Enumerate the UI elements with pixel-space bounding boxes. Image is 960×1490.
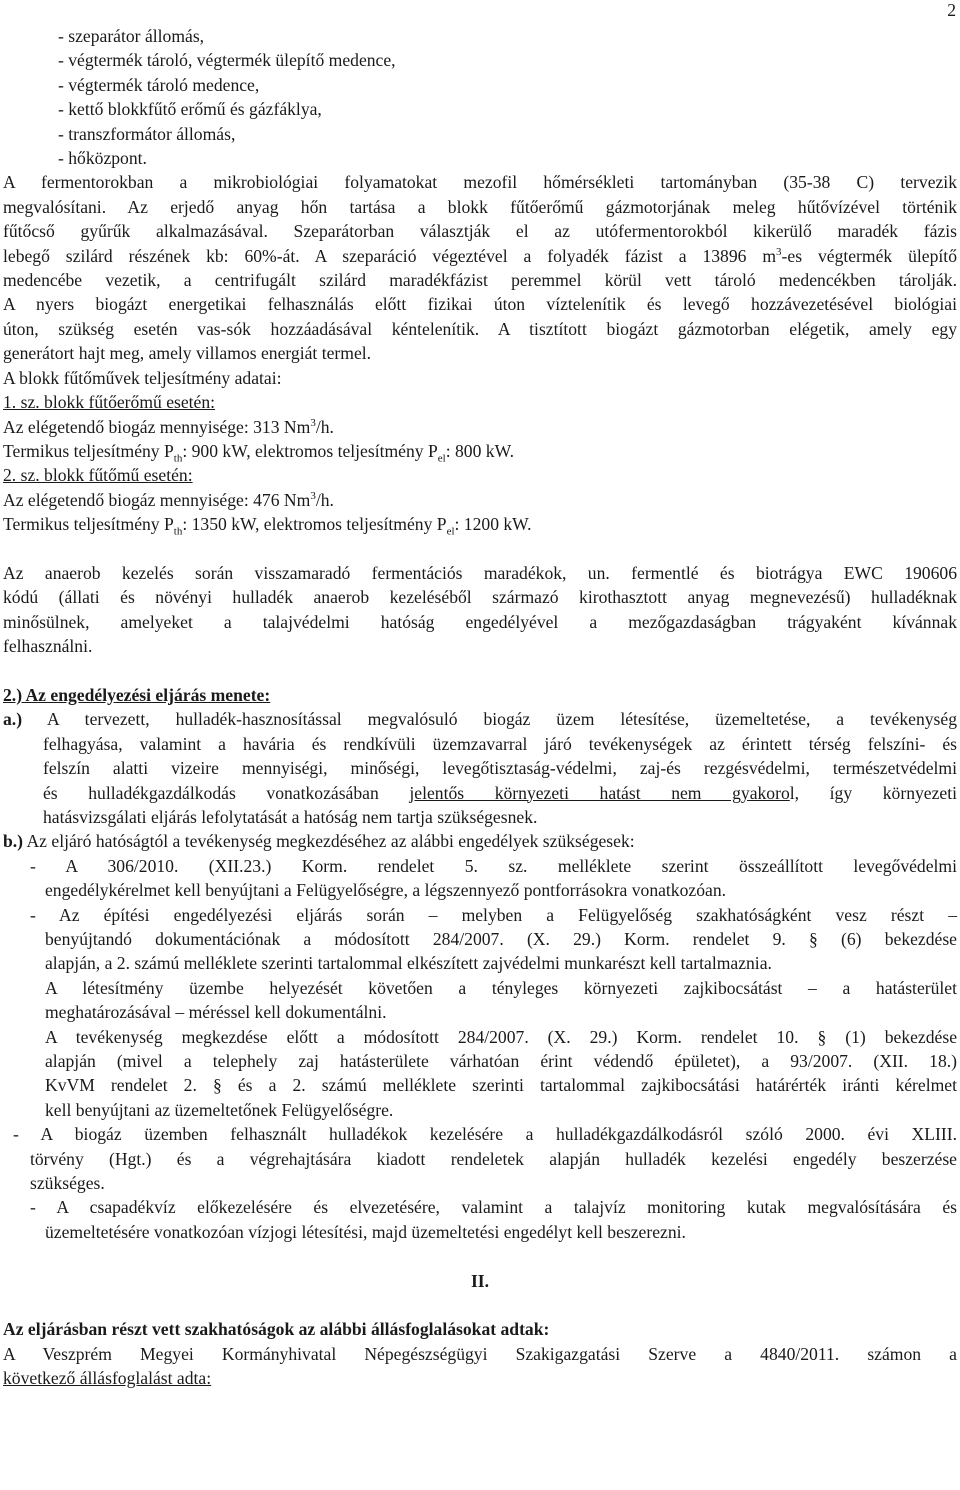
text-line: üzemeltetésére vonatkozóan vízjogi létesítési, majd üzemeltetési engedélyt kell beszerezni. — [45, 1221, 686, 1242]
blocks-heading: A blokk fűtőművek teljesítmény adatai: — [3, 367, 282, 388]
page-content — [3, 24, 957, 1391]
list-item: - szeparátor állomás, — [58, 26, 205, 46]
block-1 — [3, 390, 957, 463]
text-line: - A biogáz üzemben felhasznált hulladékok kezelésére a hulladékgazdálkodásról szóló 2000. évi XLIII. — [13, 1124, 957, 1145]
permit-item-water — [3, 1195, 957, 1244]
list-item: - végtermék tároló medence, — [58, 74, 260, 95]
text-line: A létesítmény üzembe helyezését követően a tényleges környezeti zajkibocsátást – a hatásterület — [45, 977, 957, 998]
text-line: alapján (mivel a telephely zaj hatásterülete várhatóan érint védendő épületet), a 93/2007. (XII. 18.) — [45, 1051, 957, 1072]
text-line: felszín alatti vizeire mennyiségi, minőségi, levegőtisztaság-védelmi, zaj-és rezgésvédelmi, természetvédelmi — [43, 758, 957, 779]
text-line: Az anaerob kezelés során visszamaradó fermentációs maradékok, un. fermentlé és biotrágya EWC 190606 — [3, 562, 957, 583]
text-line: fűtőcső gyűrűk alkalmazásával. Szeparátorban választják el az utófermentorokból kikerülő maradék fázis — [3, 221, 957, 242]
text-line: következő állásfoglalást adta: — [3, 1368, 212, 1389]
text-line: hatásvizsgálati eljárás lefolytatását a hatóság nem tartja szükségesnek. — [43, 806, 538, 827]
text-fragment: lebegő szilárd részének kb: 60%-át. A szeparáció végeztével a folyadék fázist a 13896 m — [3, 245, 777, 266]
text-fragment: -es végtermék ülepítő — [781, 245, 957, 266]
list-item: - végtermék tároló, végtermék ülepítő medence, — [58, 50, 396, 71]
text-line: törvény (Hgt.) és a végrehajtására kiadott rendeletek alapján hulladék kezelési engedély beszerzése — [30, 1148, 957, 1169]
subscript: th — [173, 452, 183, 465]
text-line: meghatározásával – méréssel kell dokumentálni. — [45, 1002, 387, 1023]
permit-item-noise — [3, 903, 957, 1123]
underlined-phrase: jelentős környezeti hatást nem gyakoro — [409, 782, 790, 803]
text-line: - A 306/2010. (XII.23.) Korm. rendelet 5. sz. melléklete szerint összeállított levegővédelmi — [30, 855, 957, 876]
text-line: A fermentorokban a mikrobiológiai folyamatokat mezofil hőmérsékleti tartományban (35-38 C) tervezik — [3, 172, 957, 193]
text-line — [3, 244, 957, 268]
text-line: kódú (állati és növényi hulladék anaerob kezeléséből származó kirothasztott anyag megnevezésű) hulladéknak — [3, 587, 957, 608]
authorities-heading: Az eljárásban részt vett szakhatóságok az alábbi állásfoglalásokat adtak: — [3, 1319, 550, 1340]
text-line: kell benyújtani az üzemeltetőnek Felügyelőségre. — [45, 1099, 394, 1120]
text-line: A nyers biogázt energetikai felhasználás előtt fizikai úton víztelenítik és levegő hozzávezetésével biológiai — [3, 294, 957, 315]
block-title: 2. sz. blokk fűtőmű esetén: — [3, 465, 193, 486]
list-item: - hőközpont. — [58, 148, 147, 169]
text-line: minősülnek, amelyeket a talajvédelmi hatóság engedélyével a mezőgazdaságban trágyaként kívánnak — [3, 611, 957, 632]
text-line: benyújtandó dokumentációnak a módosított 284/2007. (X. 29.) Korm. rendelet 9. § (6) bekezdése — [45, 929, 957, 949]
text-line: engedélykérelmet kell benyújtani a Felügyelőségre, a légszennyező pontforrásokra vonatkozóan. — [45, 880, 727, 901]
list-item: - transzformátor állomás, — [58, 123, 236, 144]
list-item: - kettő blokkfűtő erőmű és gázfáklya, — [58, 99, 322, 120]
fermentation-paragraph — [3, 170, 957, 365]
permit-item-waste — [3, 1122, 957, 1195]
section-2-title: 2.) Az engedélyezési eljárás menete: — [3, 684, 271, 705]
superscript: 3 — [310, 416, 316, 429]
subscript: el — [437, 452, 446, 465]
text-line: a.) A tervezett, hulladék-hasznosítással megvalósuló biogáz üzem létesítése, üzemeltetése, a tevékenység — [3, 709, 957, 730]
text-line: medencébe vezetik, a centrifugált szilárd maradékfázist peremmel körül vett tároló medencékben tárolják. — [3, 270, 957, 291]
text-line: b.) Az eljáró hatóságtól a tevékenység megkezdéséhez az alábbi engedélyek szükségesek: — [3, 831, 635, 852]
text-line: - A csapadékvíz előkezelésére és elvezetésére, valamint a talajvíz monitoring kutak megvalósítására és — [30, 1197, 957, 1218]
text-line: generátort hajt meg, amely villamos energiát termel. — [3, 343, 372, 364]
section-a — [3, 707, 957, 829]
subscript: el — [446, 525, 455, 538]
power-ratings: Termikus teljesítmény $P_{th}$: 900 kW, elektromos teljesítmény $P_{el}$: 800 kW. — [3, 440, 514, 465]
section-b — [3, 829, 957, 1244]
residue-paragraph — [3, 561, 957, 659]
text-line: és hulladékgazdálkodás vonatkozásában jelentős környezeti hatást nem gyakorol, így környezeti — [43, 782, 957, 803]
text-line: - Az építési engedélyezési eljárás során – melyben a Felügyelőség szakhatóságként vesz részt – — [30, 904, 957, 925]
text-line: felhagyása, valamint a havária és rendkívüli üzemzavarral járó tevékenységek az érintett térség felszíni- és — [43, 733, 957, 754]
text-line: A Veszprém Megyei Kormányhivatal Népegészségügyi Szakigazgatási Szerve a 4840/2011. számon a — [3, 1343, 957, 1364]
subscript: th — [173, 525, 183, 538]
block-2 — [3, 463, 957, 536]
section-label: a.) — [3, 709, 23, 730]
text-line: megvalósítani. Az erjedő anyag hőn tartása a blokk fűtőerőmű gázmotorjának meleg hűtővízével történik — [3, 196, 957, 217]
superscript: 3 — [310, 489, 316, 502]
section-roman-numeral: II. — [470, 1270, 490, 1291]
permit-item-air — [3, 854, 957, 903]
biogas-amount: Az elégetendő biogáz mennyisége: 313 Nm$^3$/h. — [3, 416, 334, 437]
biogas-amount: Az elégetendő biogáz mennyisége: 476 Nm$^3$/h. — [3, 489, 334, 510]
text-line: A tevékenység megkezdése előtt a módosított 284/2007. (X. 29.) Korm. rendelet 10. § (1) bekezdése — [45, 1026, 957, 1047]
block-title: 1. sz. blokk fűtőerőmű esetén: — [3, 392, 216, 413]
facility-list — [3, 24, 957, 170]
text-line: KvVM rendelet 2. § és a 2. számú melléklete szerinti tartalommal zajkibocsátási határérték iránti kérelmet — [45, 1075, 957, 1096]
superscript: 3 — [776, 245, 782, 258]
section-label: b.) — [3, 831, 24, 852]
power-ratings: Termikus teljesítmény $P_{th}$: 1350 kW, elektromos teljesítmény $P_{el}$: 1200 kW. — [3, 514, 532, 538]
text-line: felhasználni. — [3, 636, 93, 657]
text-line: alapján, a 2. számú melléklete szerinti tartalommal elkészített zajvédelmi munkarészt kell tartalmaznia. — [45, 953, 772, 974]
text-line: úton, szükség esetén vas-sók hozzáadásával kéntelenítik. A tisztított biogázt gázmotorban elégetik, amely egy — [3, 318, 957, 339]
text-line: szükséges. — [30, 1173, 105, 1194]
page-number: 2 — [947, 0, 956, 20]
